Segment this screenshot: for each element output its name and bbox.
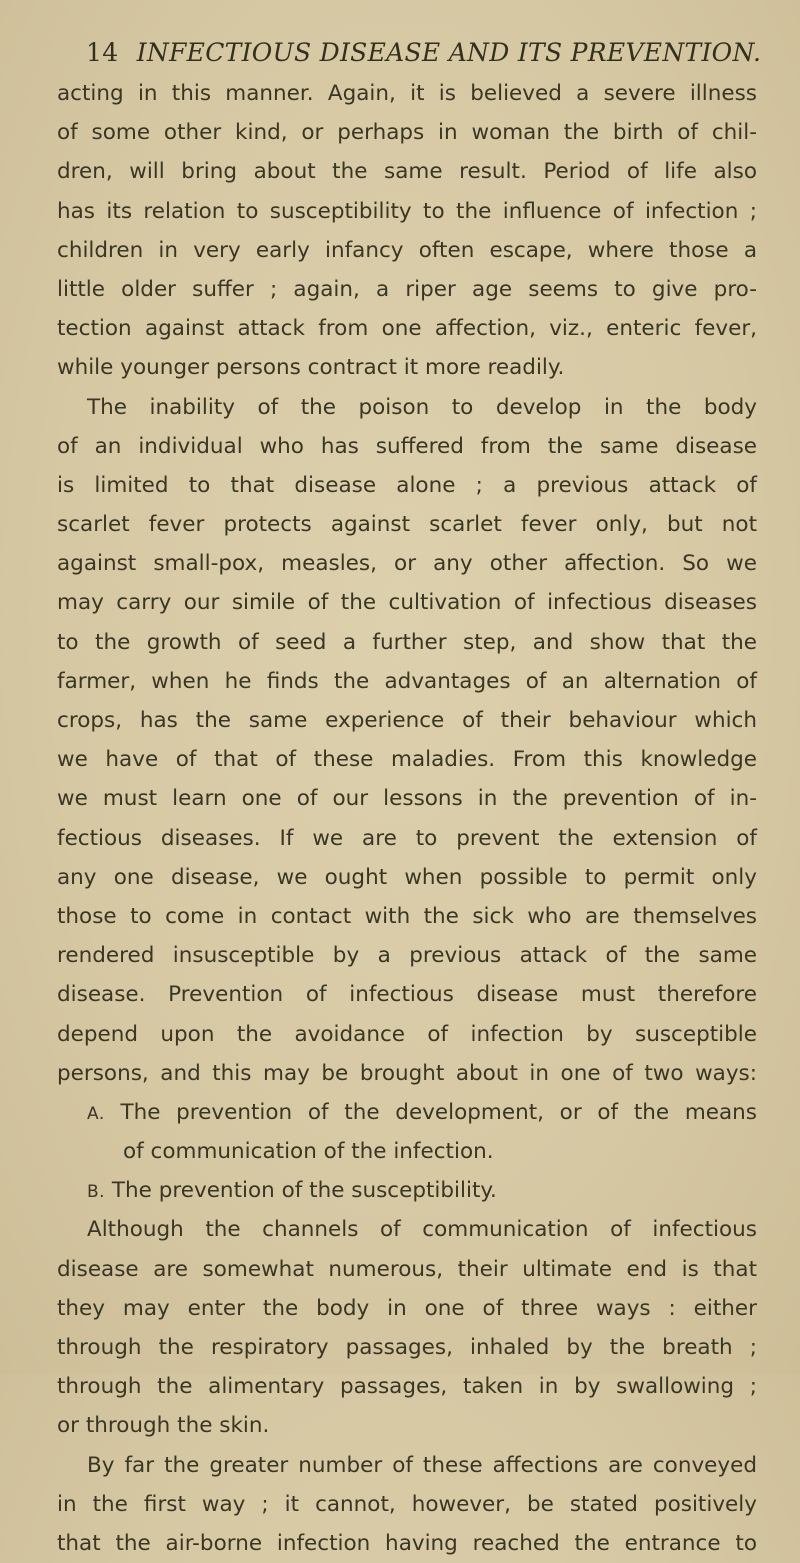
text-line: of some other kind, or perhaps in woman the birth of chil- — [57, 120, 757, 146]
text-line: disease are somewhat numerous, their ultimate end is that — [57, 1256, 757, 1282]
text-line: they may enter the body in one of three ways : either — [57, 1295, 757, 1321]
text-line: disease. Prevention of infectious disease must therefore — [57, 982, 757, 1008]
text-line: children in very early infancy often escape, where those a — [57, 237, 757, 263]
text-line: through the respiratory passages, inhaled by the breath ; — [57, 1335, 757, 1360]
text-line: Although the channels of communication of infectious — [87, 1217, 757, 1243]
text-line: to the growth of seed a further step, and show that the — [57, 629, 757, 655]
text-line: has its relation to susceptibility to the influence of infection ; — [57, 198, 757, 224]
text-line: persons, and this may be brought about in one of two ways: — [57, 1060, 757, 1086]
text-line: is limited to that disease alone ; a previous attack of — [57, 472, 757, 498]
running-head — [86, 38, 776, 67]
text-line: The inability of the poison to develop in the body — [87, 394, 757, 420]
text-line: against small-pox, measles, or any other affection. So we — [57, 551, 757, 577]
text-line: while younger persons contract it more readily. — [57, 355, 565, 381]
text-line: any one disease, we ought when possible to permit only — [57, 864, 757, 890]
text-line: fectious diseases. If we are to prevent the extension of — [57, 825, 757, 851]
body-text — [57, 74, 757, 1563]
text-line: of communication of the infection. — [123, 1139, 494, 1165]
list-item-b-text: The prevention of the susceptibility. — [111, 1178, 497, 1204]
text-line: through the alimentary passages, taken in by swallowing ; — [57, 1374, 757, 1400]
text-line: farmer, when he finds the advantages of an alternation of — [57, 668, 757, 694]
text-line: little older suffer ; again, a riper age seems to give pro- — [57, 276, 757, 302]
list-item-b — [57, 1171, 757, 1210]
text-line: rendered insusceptible by a previous attack of the same — [57, 943, 757, 969]
text-line: crops, has the same experience of their behaviour which — [57, 708, 757, 733]
text-line: that the air-borne infection having reached the entrance to — [57, 1530, 757, 1556]
text-line: tection against attack from one affection, viz., enteric fever, — [57, 316, 757, 342]
list-marker-a: A. — [87, 1103, 105, 1124]
page-number: 14 — [86, 38, 119, 67]
text-line: of an individual who has suffered from the same disease — [57, 433, 757, 459]
text-line: those to come in contact with the sick who are themselves — [57, 903, 757, 929]
text-line: By far the greater number of these affections are conveyed — [87, 1452, 757, 1478]
text-line: we must learn one of our lessons in the prevention of in- — [57, 786, 757, 812]
list-item-a — [57, 1093, 757, 1132]
text-line: in the first way ; it cannot, however, be stated positively — [57, 1491, 757, 1517]
text-line: dren, will bring about the same result. Period of life also — [57, 159, 757, 185]
text-line: or through the skin. — [57, 1413, 270, 1439]
text-line: acting in this manner. Again, it is believed a severe illness — [57, 81, 757, 106]
running-title: INFECTIOUS DISEASE AND ITS PREVENTION. — [136, 38, 762, 67]
text-line: depend upon the avoidance of infection by susceptible — [57, 1021, 757, 1047]
list-marker-b: B. — [87, 1182, 106, 1203]
list-item-a-text: The prevention of the development, or of the means — [120, 1099, 757, 1125]
text-line: we have of that of these maladies. From this knowledge — [57, 747, 757, 773]
text-line: may carry our simile of the cultivation of infectious diseases — [57, 590, 757, 616]
text-line: scarlet fever protects against scarlet fever only, but not — [57, 512, 757, 538]
